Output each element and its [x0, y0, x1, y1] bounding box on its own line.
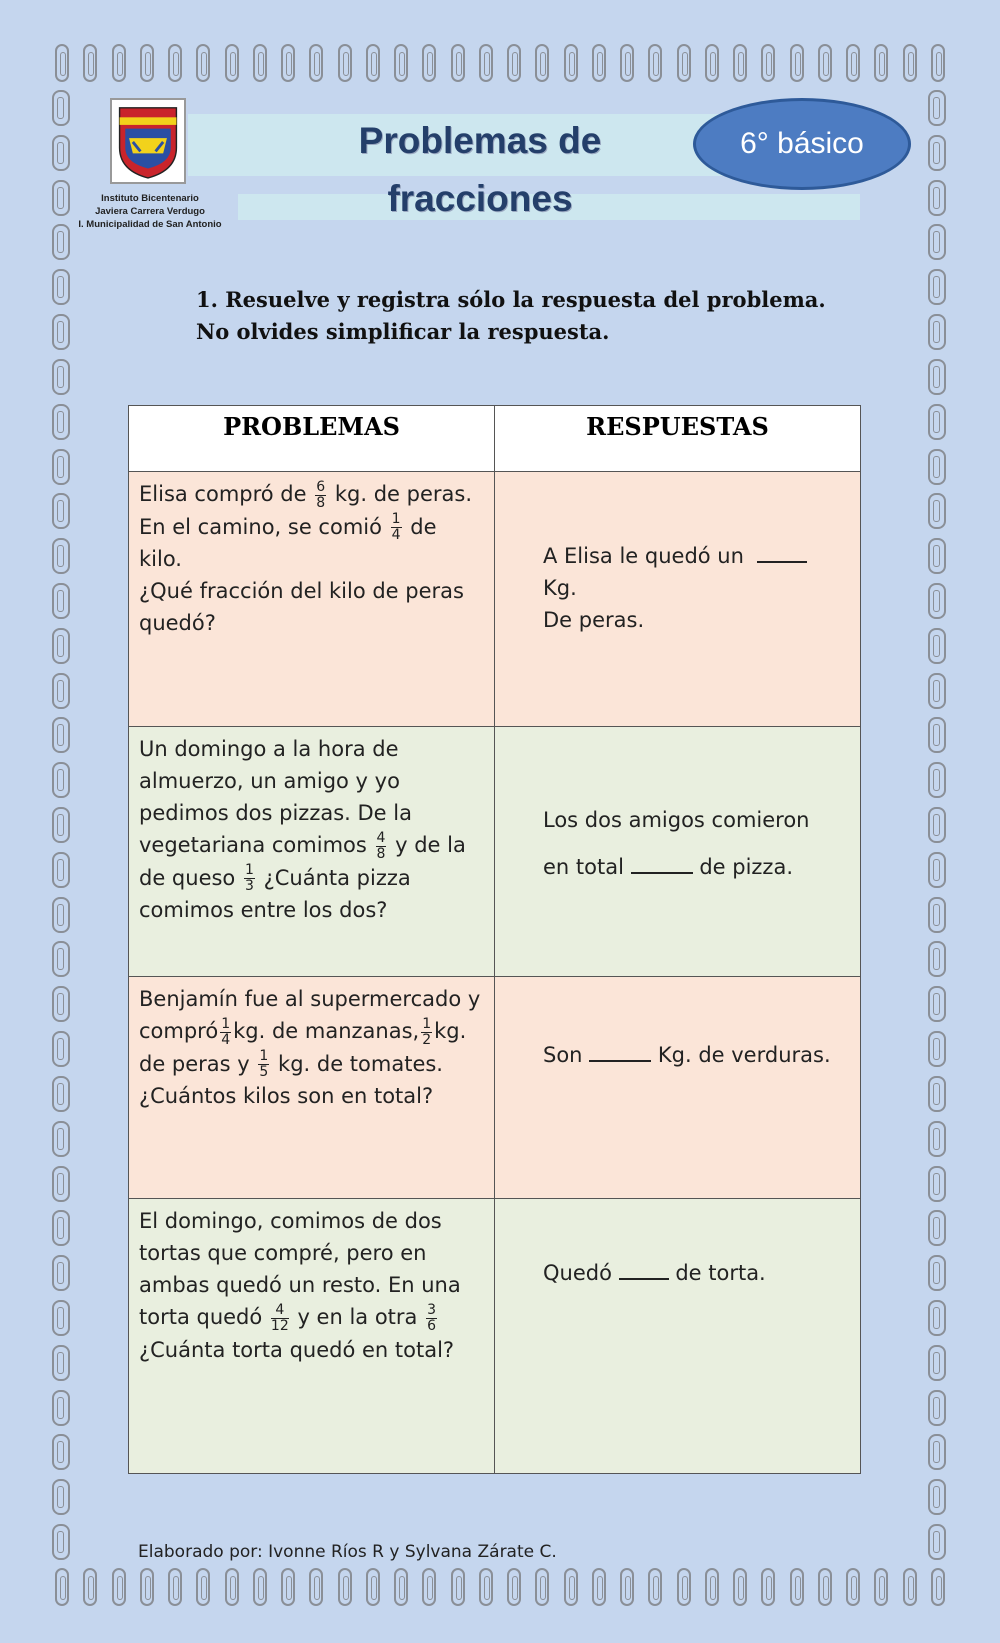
table-row	[129, 727, 861, 977]
answer-blank[interactable]	[757, 560, 807, 563]
crest-icon	[112, 100, 184, 182]
answer-text: en total	[543, 855, 624, 879]
paperclip-icon	[479, 44, 493, 82]
paperclip-icon	[366, 44, 380, 82]
paperclip-icon	[55, 1568, 69, 1606]
paperclip-icon	[928, 538, 946, 574]
paperclip-icon	[52, 404, 70, 440]
school-crest-logo	[110, 98, 186, 184]
paperclip-icon	[928, 135, 946, 171]
answer-blank[interactable]	[631, 871, 693, 874]
paperclip-icon	[761, 1568, 775, 1606]
paperclip-icon	[52, 1300, 70, 1336]
paperclip-icon	[928, 404, 946, 440]
paperclip-icon	[52, 852, 70, 888]
answers-header: RESPUESTAS	[495, 406, 861, 472]
institution-name	[70, 192, 230, 231]
paperclip-icon	[535, 1568, 549, 1606]
problem-text: tortas que compré, pero en	[139, 1241, 427, 1265]
paperclip-icon	[140, 1568, 154, 1606]
fraction: $\frac{1}{4}$	[391, 511, 401, 543]
institution-line: Javiera Carrera Verdugo	[95, 206, 205, 217]
paperclip-icon	[903, 44, 917, 82]
paperclip-icon	[52, 673, 70, 709]
paperclip-icon	[790, 44, 804, 82]
paperclip-icon	[620, 44, 634, 82]
paperclip-icon	[928, 449, 946, 485]
paperclip-icon	[52, 1031, 70, 1067]
paperclip-icon	[928, 1345, 946, 1381]
paperclip-icon	[52, 538, 70, 574]
page-title	[300, 112, 660, 228]
paperclip-icon	[705, 1568, 719, 1606]
paperclip-icon	[422, 44, 436, 82]
paperclip-icon	[253, 1568, 267, 1606]
paperclip-icon	[52, 1390, 70, 1426]
paperclip-icon	[52, 1255, 70, 1291]
problem-text: Un domingo a la hora de	[139, 737, 399, 761]
answer-text: De peras.	[543, 608, 645, 632]
paperclip-icon	[112, 1568, 126, 1606]
paperclip-icon	[309, 44, 323, 82]
paperclip-icon	[564, 1568, 578, 1606]
problem-text: ¿Cuánta torta quedó en total?	[139, 1337, 455, 1362]
paperclip-icon	[52, 1479, 70, 1515]
paperclip-icon	[928, 717, 946, 753]
paperclip-icon	[52, 1210, 70, 1246]
paperclip-icon	[196, 1568, 210, 1606]
paperclip-icon	[52, 1524, 70, 1560]
answer-text: Quedó	[543, 1261, 612, 1285]
answer-text: de pizza.	[699, 855, 793, 879]
problem-text: almuerzo, un amigo y yo	[139, 769, 400, 793]
problem-text: torta quedó	[139, 1305, 263, 1329]
answer-text: Son	[543, 1043, 583, 1067]
paperclip-icon	[281, 44, 295, 82]
problem-text: kg. de peras.	[334, 482, 472, 506]
paperclip-icon	[394, 1568, 408, 1606]
problem-text: de queso	[139, 865, 236, 890]
paperclip-icon	[52, 493, 70, 529]
paperclip-icon	[479, 1568, 493, 1606]
bottom-clip-border	[55, 1568, 945, 1608]
problem-text: quedó?	[139, 611, 216, 635]
paperclip-icon	[928, 1390, 946, 1426]
paperclip-icon	[928, 1434, 946, 1470]
paperclip-icon	[52, 941, 70, 977]
answer-text: A Elisa le quedó un	[543, 544, 744, 568]
paperclip-icon	[928, 986, 946, 1022]
paperclip-icon	[366, 1568, 380, 1606]
problem-cell	[129, 472, 495, 727]
paperclip-icon	[83, 1568, 97, 1606]
paperclip-icon	[818, 1568, 832, 1606]
paperclip-icon	[648, 1568, 662, 1606]
paperclip-icon	[928, 762, 946, 798]
paperclip-icon	[52, 897, 70, 933]
paperclip-icon	[928, 1300, 946, 1336]
paperclip-icon	[818, 44, 832, 82]
title-line: Problemas de	[358, 120, 602, 161]
paperclip-icon	[52, 449, 70, 485]
paperclip-icon	[928, 807, 946, 843]
title-line: fracciones	[387, 178, 573, 219]
problem-cell	[129, 977, 495, 1199]
problem-text: ¿Cuánta pizza	[263, 865, 411, 890]
paperclip-icon	[83, 44, 97, 82]
paperclip-icon	[112, 44, 126, 82]
table-row	[129, 1199, 861, 1474]
paperclip-icon	[52, 807, 70, 843]
paperclip-icon	[52, 135, 70, 171]
problem-text: kg. de tomates.	[278, 1051, 443, 1076]
paperclip-icon	[874, 1568, 888, 1606]
paperclip-icon	[422, 1568, 436, 1606]
paperclip-icon	[564, 44, 578, 82]
paperclip-icon	[592, 1568, 606, 1606]
paperclip-icon	[677, 1568, 691, 1606]
problem-cell	[129, 1199, 495, 1474]
answer-cell	[495, 472, 861, 727]
paperclip-icon	[928, 359, 946, 395]
paperclip-icon	[928, 628, 946, 664]
paperclip-icon	[52, 1166, 70, 1202]
answer-cell	[495, 977, 861, 1199]
paperclip-icon	[338, 44, 352, 82]
answer-blank[interactable]	[619, 1277, 669, 1280]
problem-text: Benjamín fue al supermercado y	[139, 987, 481, 1011]
right-clip-border	[928, 90, 950, 1560]
paperclip-icon	[52, 1345, 70, 1381]
paperclip-icon	[733, 1568, 747, 1606]
paperclip-icon	[928, 673, 946, 709]
paperclip-icon	[52, 359, 70, 395]
problem-text: de kilo.	[139, 514, 437, 571]
paperclip-icon	[928, 1031, 946, 1067]
problem-text: kg. de manzanas,	[233, 1019, 420, 1043]
paperclip-icon	[451, 1568, 465, 1606]
paperclip-icon	[903, 1568, 917, 1606]
fraction: $\frac{1}{5}$	[259, 1048, 269, 1080]
problem-text: kg.	[434, 1019, 467, 1043]
paperclip-icon	[928, 583, 946, 619]
paperclip-icon	[928, 493, 946, 529]
grade-badge	[693, 98, 911, 190]
fraction: $\frac{1}{3}$	[244, 862, 254, 894]
paperclip-icon	[677, 44, 691, 82]
paperclip-icon	[931, 44, 945, 82]
paperclip-icon	[52, 762, 70, 798]
paperclip-icon	[928, 1076, 946, 1112]
paperclip-icon	[451, 44, 465, 82]
paperclip-icon	[52, 628, 70, 664]
paperclip-icon	[874, 44, 888, 82]
fraction: $\frac{4}{8}$	[376, 829, 386, 862]
paperclip-icon	[52, 1434, 70, 1470]
paperclip-icon	[52, 269, 70, 305]
problem-text: ¿Qué fracción del kilo de peras	[139, 579, 464, 603]
paperclip-icon	[928, 180, 946, 216]
problem-text: El domingo, comimos de dos	[139, 1209, 442, 1233]
table-row	[129, 472, 861, 727]
answer-text: Kg.	[543, 576, 577, 600]
paperclip-icon	[928, 852, 946, 888]
top-clip-border	[55, 44, 945, 84]
paperclip-icon	[535, 44, 549, 82]
paperclip-icon	[507, 44, 521, 82]
footer-credits: Elaborado por: Ivonne Ríos R y Sylvana Zárate C.	[138, 1542, 557, 1562]
paperclip-icon	[931, 1568, 945, 1606]
problem-text: pedimos dos pizzas. De la	[139, 801, 412, 825]
paperclip-icon	[592, 44, 606, 82]
table-header-row	[129, 406, 861, 472]
problem-text: ambas quedó un resto. En una	[139, 1273, 461, 1297]
paperclip-icon	[52, 1076, 70, 1112]
paperclip-icon	[846, 44, 860, 82]
paperclip-icon	[928, 1255, 946, 1291]
instruction-line: 1. Resuelve y registra sólo la respuesta del problema.	[196, 287, 826, 312]
paperclip-icon	[705, 44, 719, 82]
paperclip-icon	[225, 44, 239, 82]
paperclip-icon	[928, 1121, 946, 1157]
paperclip-icon	[52, 717, 70, 753]
paperclip-icon	[52, 986, 70, 1022]
answer-text: de torta.	[675, 1261, 766, 1285]
paperclip-icon	[928, 1166, 946, 1202]
problem-text: y de la	[395, 833, 466, 857]
paperclip-icon	[52, 180, 70, 216]
left-clip-border	[52, 90, 74, 1560]
fraction: $\frac{1}{4}$	[221, 1015, 231, 1048]
fraction: $\frac{4}{12}$	[270, 1301, 289, 1334]
problems-header: PROBLEMAS	[129, 406, 495, 472]
instruction-line: No olvides simplificar la respuesta.	[196, 319, 610, 344]
problem-text: y en la otra	[297, 1305, 418, 1329]
institution-line: I. Municipalidad de San Antonio	[78, 219, 222, 230]
fraction: $\frac{1}{2}$	[422, 1015, 432, 1048]
paperclip-icon	[928, 90, 946, 126]
problem-text: vegetariana comimos	[139, 833, 367, 857]
grade-label: 6° básico	[740, 127, 864, 160]
paperclip-icon	[52, 1121, 70, 1157]
answer-cell	[495, 1199, 861, 1474]
paperclip-icon	[196, 44, 210, 82]
answer-cell	[495, 727, 861, 977]
table-row	[129, 977, 861, 1199]
paperclip-icon	[928, 941, 946, 977]
paperclip-icon	[394, 44, 408, 82]
paperclip-icon	[928, 897, 946, 933]
paperclip-icon	[52, 583, 70, 619]
institution-line: Instituto Bicentenario	[101, 193, 199, 204]
problem-cell	[129, 727, 495, 977]
answer-blank[interactable]	[589, 1059, 651, 1062]
paperclip-icon	[928, 1524, 946, 1560]
problems-table	[128, 405, 861, 1474]
paperclip-icon	[928, 314, 946, 350]
paperclip-icon	[507, 1568, 521, 1606]
paperclip-icon	[52, 224, 70, 260]
paperclip-icon	[55, 44, 69, 82]
problem-text: de peras y	[139, 1051, 250, 1076]
paperclip-icon	[253, 44, 267, 82]
answer-text: Kg. de verduras.	[657, 1043, 831, 1067]
problem-text: ¿Cuántos kilos son en total?	[139, 1084, 434, 1108]
paperclip-icon	[168, 1568, 182, 1606]
paperclip-icon	[52, 314, 70, 350]
paperclip-icon	[928, 224, 946, 260]
paperclip-icon	[309, 1568, 323, 1606]
paperclip-icon	[281, 1568, 295, 1606]
paperclip-icon	[928, 269, 946, 305]
paperclip-icon	[338, 1568, 352, 1606]
problem-text: En el camino, se comió	[139, 514, 382, 539]
paperclip-icon	[168, 44, 182, 82]
paperclip-icon	[928, 1479, 946, 1515]
paperclip-icon	[225, 1568, 239, 1606]
paperclip-icon	[846, 1568, 860, 1606]
paperclip-icon	[928, 1210, 946, 1246]
paperclip-icon	[140, 44, 154, 82]
fraction: $\frac{6}{8}$	[316, 478, 326, 511]
paperclip-icon	[761, 44, 775, 82]
paperclip-icon	[620, 1568, 634, 1606]
problem-text: compró	[139, 1019, 219, 1043]
paperclip-icon	[733, 44, 747, 82]
problem-text: comimos entre los dos?	[139, 898, 388, 922]
instructions	[196, 284, 826, 348]
paperclip-icon	[790, 1568, 804, 1606]
fraction: $\frac{3}{6}$	[427, 1301, 437, 1334]
paperclip-icon	[52, 90, 70, 126]
answer-text: Los dos amigos comieron	[543, 808, 810, 832]
paperclip-icon	[648, 44, 662, 82]
problem-text: Elisa compró de	[139, 482, 307, 506]
